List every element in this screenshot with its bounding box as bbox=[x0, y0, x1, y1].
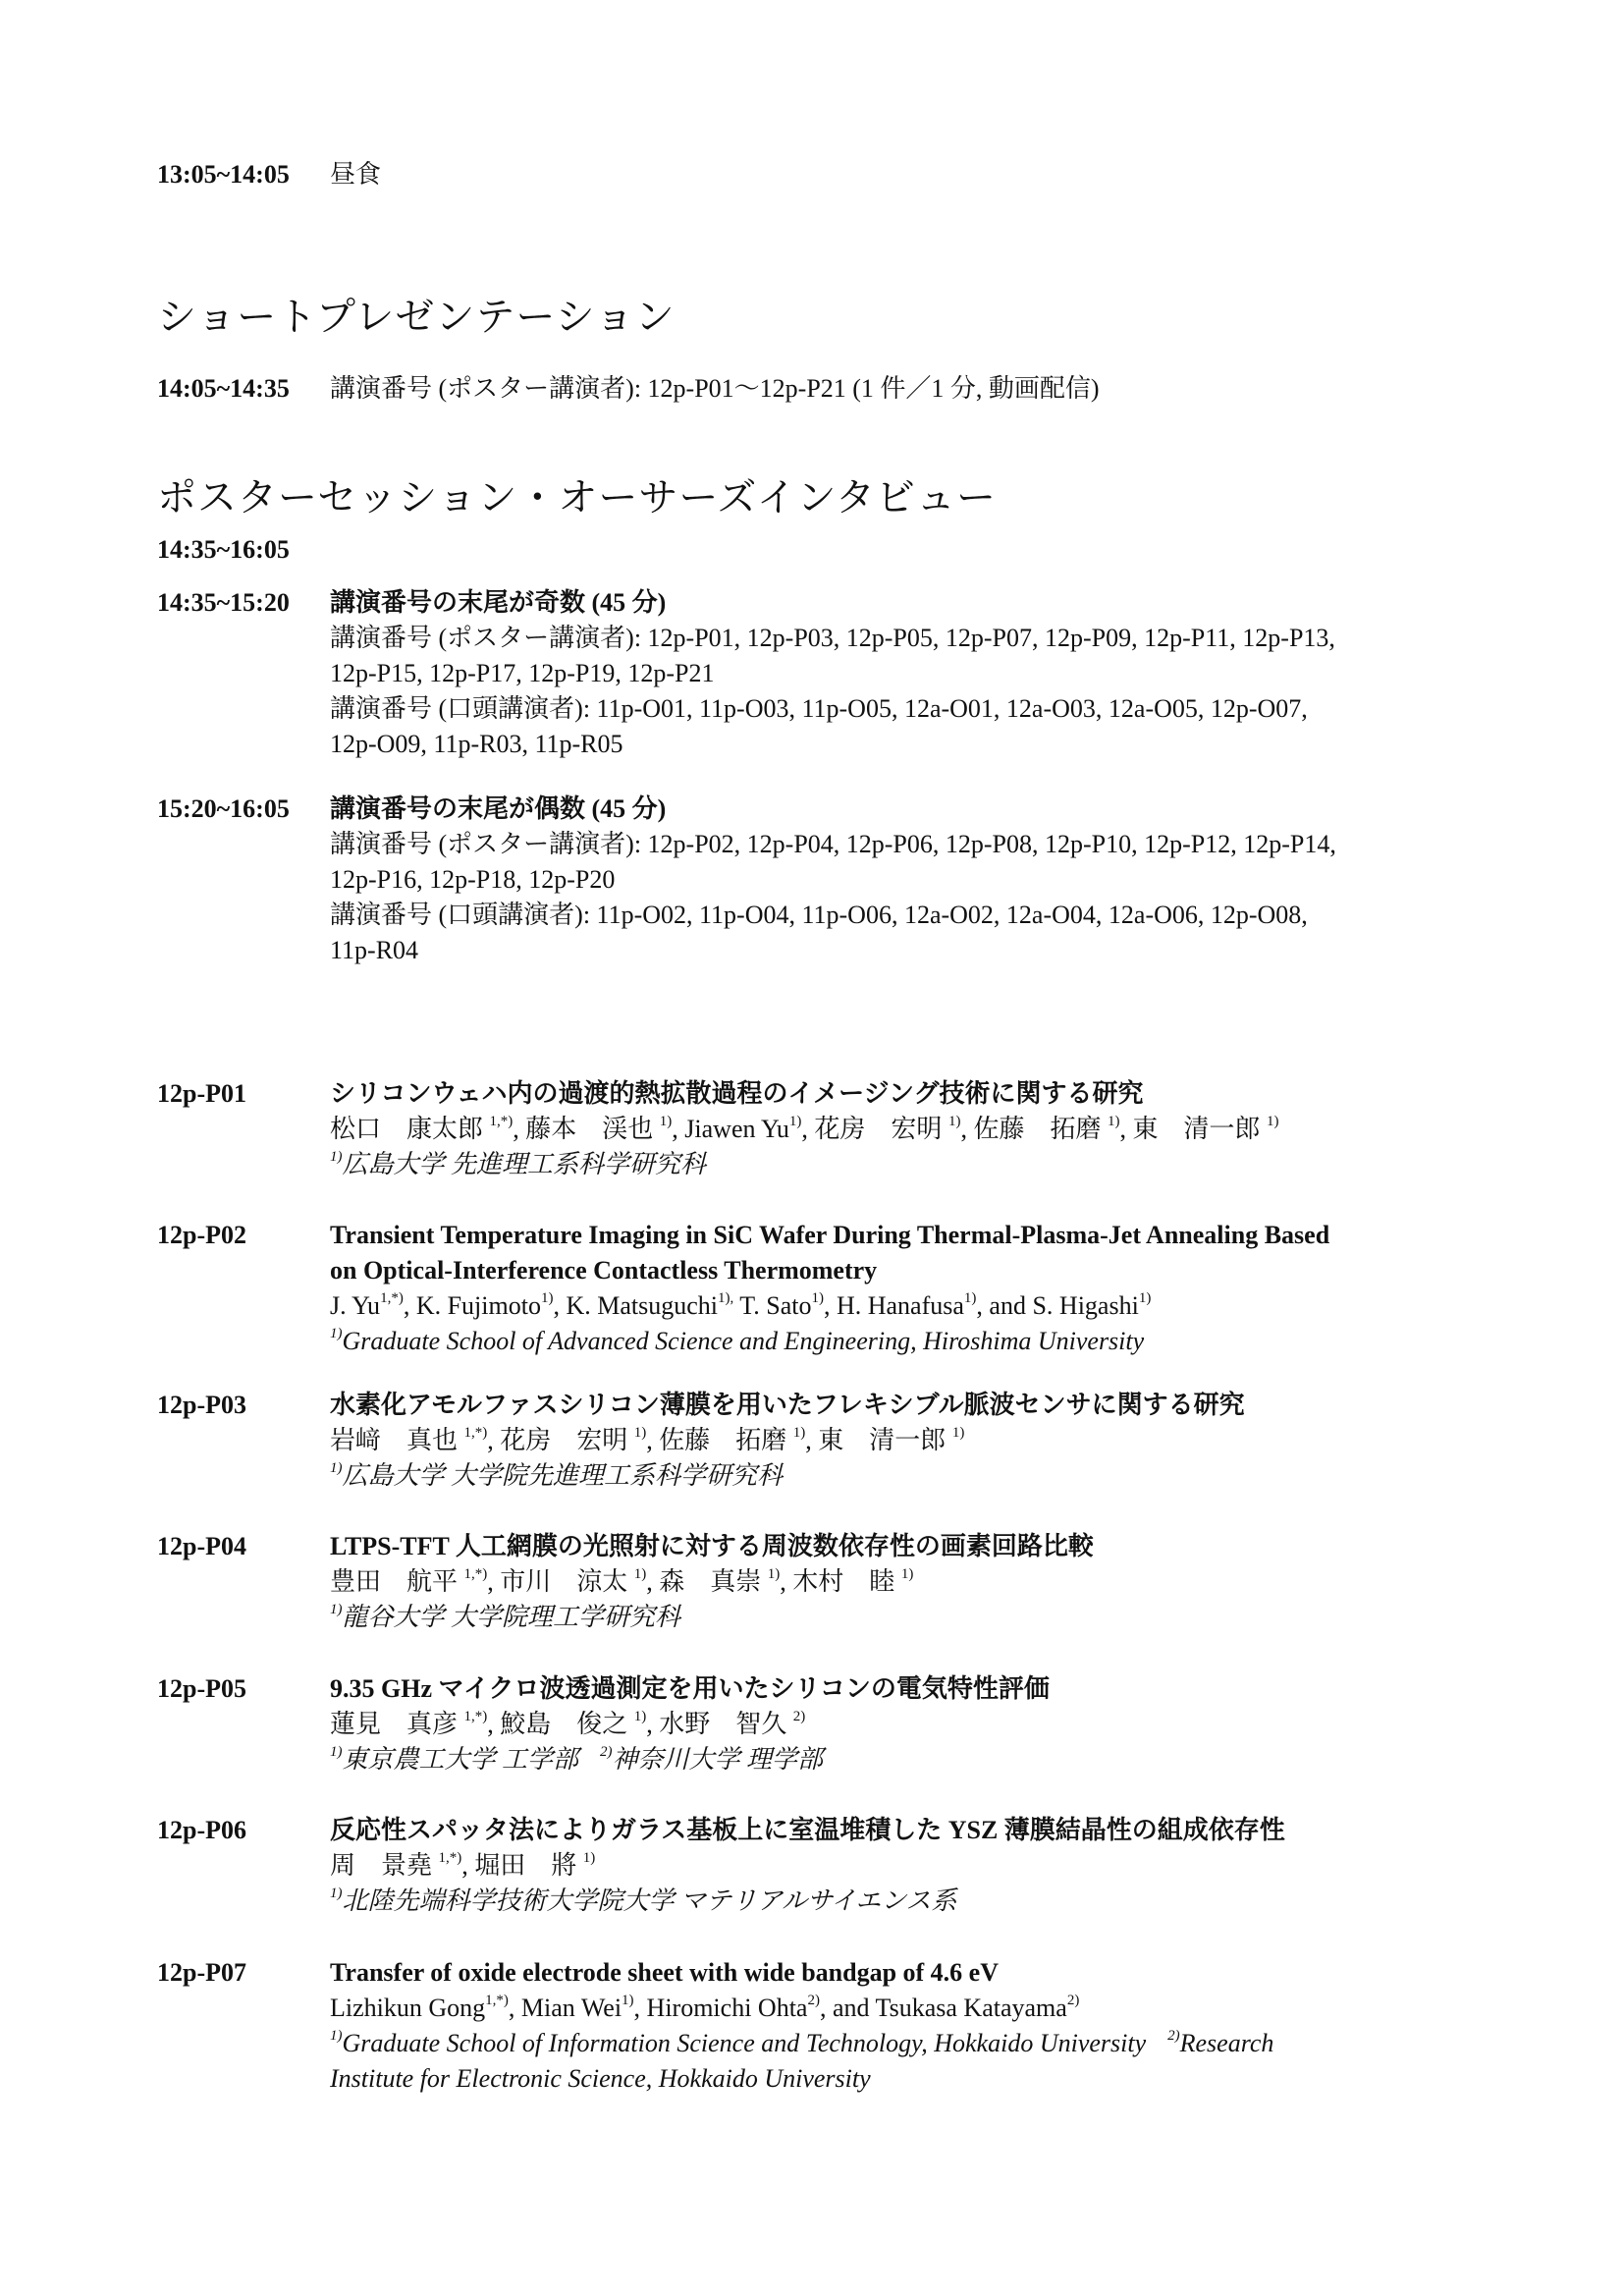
affiliation-marker: 2) bbox=[792, 1709, 806, 1725]
affiliation-text: 広島大学 先進理工系科学研究科 bbox=[342, 1150, 707, 1178]
text-segment: 松口 康太郎 bbox=[330, 1115, 490, 1143]
section-heading-poster-session: ポスターセッション・オーサーズインタビュー bbox=[157, 475, 997, 519]
paper-affiliation bbox=[330, 1458, 783, 1494]
affiliation-text: 北陸先端科学技術大学院大学 マテリアルサイエンス系 bbox=[342, 1886, 957, 1915]
paper-affiliation bbox=[330, 1884, 956, 1919]
text-segment: , 東 清一郎 bbox=[805, 1426, 952, 1454]
affiliation-marker: 1) bbox=[633, 1425, 647, 1442]
affiliation-marker: 1,*) bbox=[485, 1993, 509, 2009]
affiliation-text: 東京農工大学 工学部 bbox=[342, 1745, 579, 1774]
affiliation-marker: 1) bbox=[330, 1460, 343, 1477]
text-segment: , and Tsukasa Katayama bbox=[819, 1994, 1067, 2022]
paper-authors bbox=[330, 1564, 913, 1600]
affiliation-marker: 1) bbox=[1138, 1290, 1152, 1307]
affiliation-marker: 1) bbox=[767, 1566, 781, 1583]
session-block-line: 講演番号 (ポスター講演者): 12p-P02, 12p-P04, 12p-P06, 12p-P08, 12p-P10, 12p-P12, 12p-P14, bbox=[330, 830, 1336, 858]
affiliation-marker: 1) bbox=[330, 1602, 343, 1618]
paper-id: 12p-P04 bbox=[157, 1532, 246, 1560]
text-segment: , and S. Higashi bbox=[976, 1291, 1139, 1320]
text-segment: , Mian Wei bbox=[508, 1994, 622, 2022]
text-segment: , 東 清一郎 bbox=[1119, 1115, 1267, 1143]
affiliation-marker: 2) bbox=[1066, 1993, 1080, 2009]
affiliation-marker: 1) bbox=[947, 1114, 961, 1130]
affiliation-marker: 1) bbox=[622, 1993, 634, 2009]
paper-id: 12p-P06 bbox=[157, 1816, 246, 1844]
text-segment: , 水野 智久 bbox=[646, 1710, 793, 1738]
text-segment: 岩﨑 真也 bbox=[330, 1426, 464, 1454]
session-block-line: 12p-O09, 11p-R03, 11p-R05 bbox=[330, 730, 623, 758]
session-block-line: 講演番号 (ポスター講演者): 12p-P01, 12p-P03, 12p-P05, 12p-P07, 12p-P09, 12p-P11, 12p-P13, bbox=[330, 624, 1335, 652]
paper-affiliation bbox=[330, 1600, 680, 1635]
text-segment: , Hiromichi Ohta bbox=[633, 1994, 808, 2022]
affiliation-marker: 1,*) bbox=[380, 1290, 404, 1307]
affiliation-marker: 1,*) bbox=[463, 1566, 488, 1583]
paper-authors bbox=[330, 1288, 1151, 1324]
text-segment: , K. Fujimoto bbox=[403, 1291, 541, 1320]
affiliation-marker: 1) bbox=[330, 1149, 343, 1166]
affiliation-marker: 1,*) bbox=[489, 1114, 514, 1130]
paper-affiliation bbox=[330, 1324, 1144, 1359]
affiliation-marker: 1) bbox=[659, 1114, 673, 1130]
session-block-title: 講演番号の末尾が偶数 (45 分) bbox=[330, 794, 667, 823]
text-segment: , 市川 涼太 bbox=[487, 1567, 634, 1596]
text-segment: , 木村 睦 bbox=[780, 1567, 901, 1596]
poster-session-time: 14:35~16:05 bbox=[157, 535, 290, 564]
affiliation-marker: 1) bbox=[330, 1744, 343, 1761]
paper-affiliation bbox=[330, 1742, 823, 1777]
paper-authors bbox=[330, 1707, 805, 1742]
paper-id: 12p-P02 bbox=[157, 1221, 246, 1249]
affiliation-marker: 1) bbox=[951, 1425, 965, 1442]
affiliation-marker: 1,*) bbox=[463, 1425, 488, 1442]
text-segment: , H. Hanafusa bbox=[823, 1291, 964, 1320]
section-heading-short-presentation: ショートプレゼンテーション bbox=[157, 295, 676, 339]
session-block-line: 11p-R04 bbox=[330, 936, 419, 964]
affiliation-marker: 1) bbox=[330, 1326, 343, 1342]
affiliation-marker: 1) bbox=[330, 1886, 343, 1902]
paper-affiliation bbox=[330, 1147, 706, 1182]
paper-title: 反応性スパッタ法によりガラス基板上に室温堆積した YSZ 薄膜結晶性の組成依存性 bbox=[330, 1816, 1285, 1844]
paper-id: 12p-P07 bbox=[157, 1958, 246, 1987]
paper-id: 12p-P03 bbox=[157, 1391, 246, 1419]
paper-affiliation bbox=[330, 2061, 871, 2097]
session-block-time: 15:20~16:05 bbox=[157, 794, 290, 823]
text-segment: , 佐藤 拓磨 bbox=[960, 1115, 1108, 1143]
short-presentation-time: 14:05~14:35 bbox=[157, 374, 290, 403]
paper-title: 9.35 GHz マイクロ波透過測定を用いたシリコンの電気特性評価 bbox=[330, 1674, 1050, 1703]
text-segment: 周 景堯 bbox=[330, 1851, 439, 1880]
text-segment: , 花房 宏明 bbox=[487, 1426, 634, 1454]
session-block-time: 14:35~15:20 bbox=[157, 588, 290, 617]
text-segment: 蓮見 真彦 bbox=[330, 1710, 464, 1738]
affiliation-marker: 1), bbox=[718, 1290, 734, 1307]
text-segment: , 森 真崇 bbox=[646, 1567, 768, 1596]
paper-id: 12p-P05 bbox=[157, 1674, 246, 1703]
affiliation-marker: 1) bbox=[1107, 1114, 1120, 1130]
session-block-line: 12p-P15, 12p-P17, 12p-P19, 12p-P21 bbox=[330, 659, 715, 687]
text-segment: J. Yu bbox=[330, 1291, 381, 1320]
text-segment: , K. Matsuguchi bbox=[553, 1291, 718, 1320]
affiliation-text: Research bbox=[1179, 2029, 1274, 2057]
affiliation-marker: 2) bbox=[807, 1993, 820, 2009]
affiliation-marker: 1) bbox=[963, 1290, 977, 1307]
affiliation-marker: 1) bbox=[1266, 1114, 1279, 1130]
paper-id: 12p-P01 bbox=[157, 1079, 246, 1108]
lunch-label: 昼食 bbox=[330, 160, 382, 189]
affiliation-text: 神奈川大学 理学部 bbox=[612, 1745, 824, 1774]
affiliation-marker: 1,*) bbox=[463, 1709, 488, 1725]
affiliation-marker: 2) bbox=[600, 1744, 613, 1761]
paper-title: on Optical-Interference Contactless Thermometry bbox=[330, 1256, 878, 1285]
text-segment: Lizhikun Gong bbox=[330, 1994, 486, 2022]
affiliation-text: Graduate School of Advanced Science and Engineering, Hiroshima University bbox=[342, 1327, 1145, 1355]
short-presentation-text: 講演番号 (ポスター講演者): 12p-P01～12p-P21 (1 件／1 分, 動画配信) bbox=[330, 374, 1100, 403]
affiliation-marker: 1) bbox=[582, 1850, 596, 1867]
paper-title: Transfer of oxide electrode sheet with wide bandgap of 4.6 eV bbox=[330, 1958, 1000, 1987]
text-segment: 豊田 航平 bbox=[330, 1567, 464, 1596]
session-block-line: 講演番号 (口頭講演者): 11p-O01, 11p-O03, 11p-O05, 12a-O01, 12a-O03, 12a-O05, 12p-O07, bbox=[330, 694, 1308, 723]
session-block-line: 講演番号 (口頭講演者): 11p-O02, 11p-O04, 11p-O06, 12a-O02, 12a-O04, 12a-O06, 12p-O08, bbox=[330, 901, 1308, 929]
paper-authors bbox=[330, 1848, 595, 1884]
paper-authors bbox=[330, 1423, 964, 1458]
text-segment: , 花房 宏明 bbox=[801, 1115, 948, 1143]
affiliation-marker: 1) bbox=[633, 1566, 647, 1583]
lunch-time: 13:05~14:05 bbox=[157, 160, 290, 189]
text-segment: , Jiawen Yu bbox=[672, 1115, 789, 1143]
paper-title: Transient Temperature Imaging in SiC Wafer During Thermal-Plasma-Jet Annealing Based bbox=[330, 1221, 1330, 1249]
paper-title: LTPS-TFT 人工網膜の光照射に対する周波数依存性の画素回路比較 bbox=[330, 1532, 1094, 1560]
paper-title: 水素化アモルファスシリコン薄膜を用いたフレキシブル脈波センサに関する研究 bbox=[330, 1391, 1245, 1419]
affiliation-marker: 1) bbox=[811, 1290, 824, 1307]
session-block-title: 講演番号の末尾が奇数 (45 分) bbox=[330, 588, 667, 617]
paper-authors bbox=[330, 1112, 1278, 1147]
text-segment: T. Sato bbox=[733, 1291, 812, 1320]
affiliation-text: Graduate School of Information Science and Technology, Hokkaido University bbox=[342, 2029, 1147, 2057]
affiliation-marker: 1) bbox=[330, 2028, 343, 2045]
text-segment: , 藤本 渓也 bbox=[513, 1115, 660, 1143]
affiliation-text: 龍谷大学 大学院理工学研究科 bbox=[342, 1603, 681, 1631]
text-segment: , 堀田 將 bbox=[461, 1851, 583, 1880]
text-segment: , 佐藤 拓磨 bbox=[646, 1426, 793, 1454]
affiliation-marker: 1,*) bbox=[438, 1850, 462, 1867]
affiliation-marker: 2) bbox=[1167, 2028, 1180, 2045]
session-block-line: 12p-P16, 12p-P18, 12p-P20 bbox=[330, 865, 616, 894]
paper-affiliation bbox=[330, 2026, 1273, 2061]
affiliation-text: 広島大学 大学院先進理工系科学研究科 bbox=[342, 1461, 784, 1490]
paper-title: シリコンウェハ内の過渡的熱拡散過程のイメージング技術に関する研究 bbox=[330, 1079, 1144, 1108]
affiliation-text: Institute for Electronic Science, Hokkaido University bbox=[330, 2064, 871, 2093]
affiliation-marker: 1) bbox=[540, 1290, 554, 1307]
text-segment: , 鮫島 俊之 bbox=[487, 1710, 634, 1738]
affiliation-marker: 1) bbox=[900, 1566, 914, 1583]
affiliation-marker: 1) bbox=[792, 1425, 806, 1442]
affiliation-marker: 1) bbox=[788, 1114, 802, 1130]
affiliation-marker: 1) bbox=[633, 1709, 647, 1725]
paper-authors bbox=[330, 1991, 1079, 2026]
